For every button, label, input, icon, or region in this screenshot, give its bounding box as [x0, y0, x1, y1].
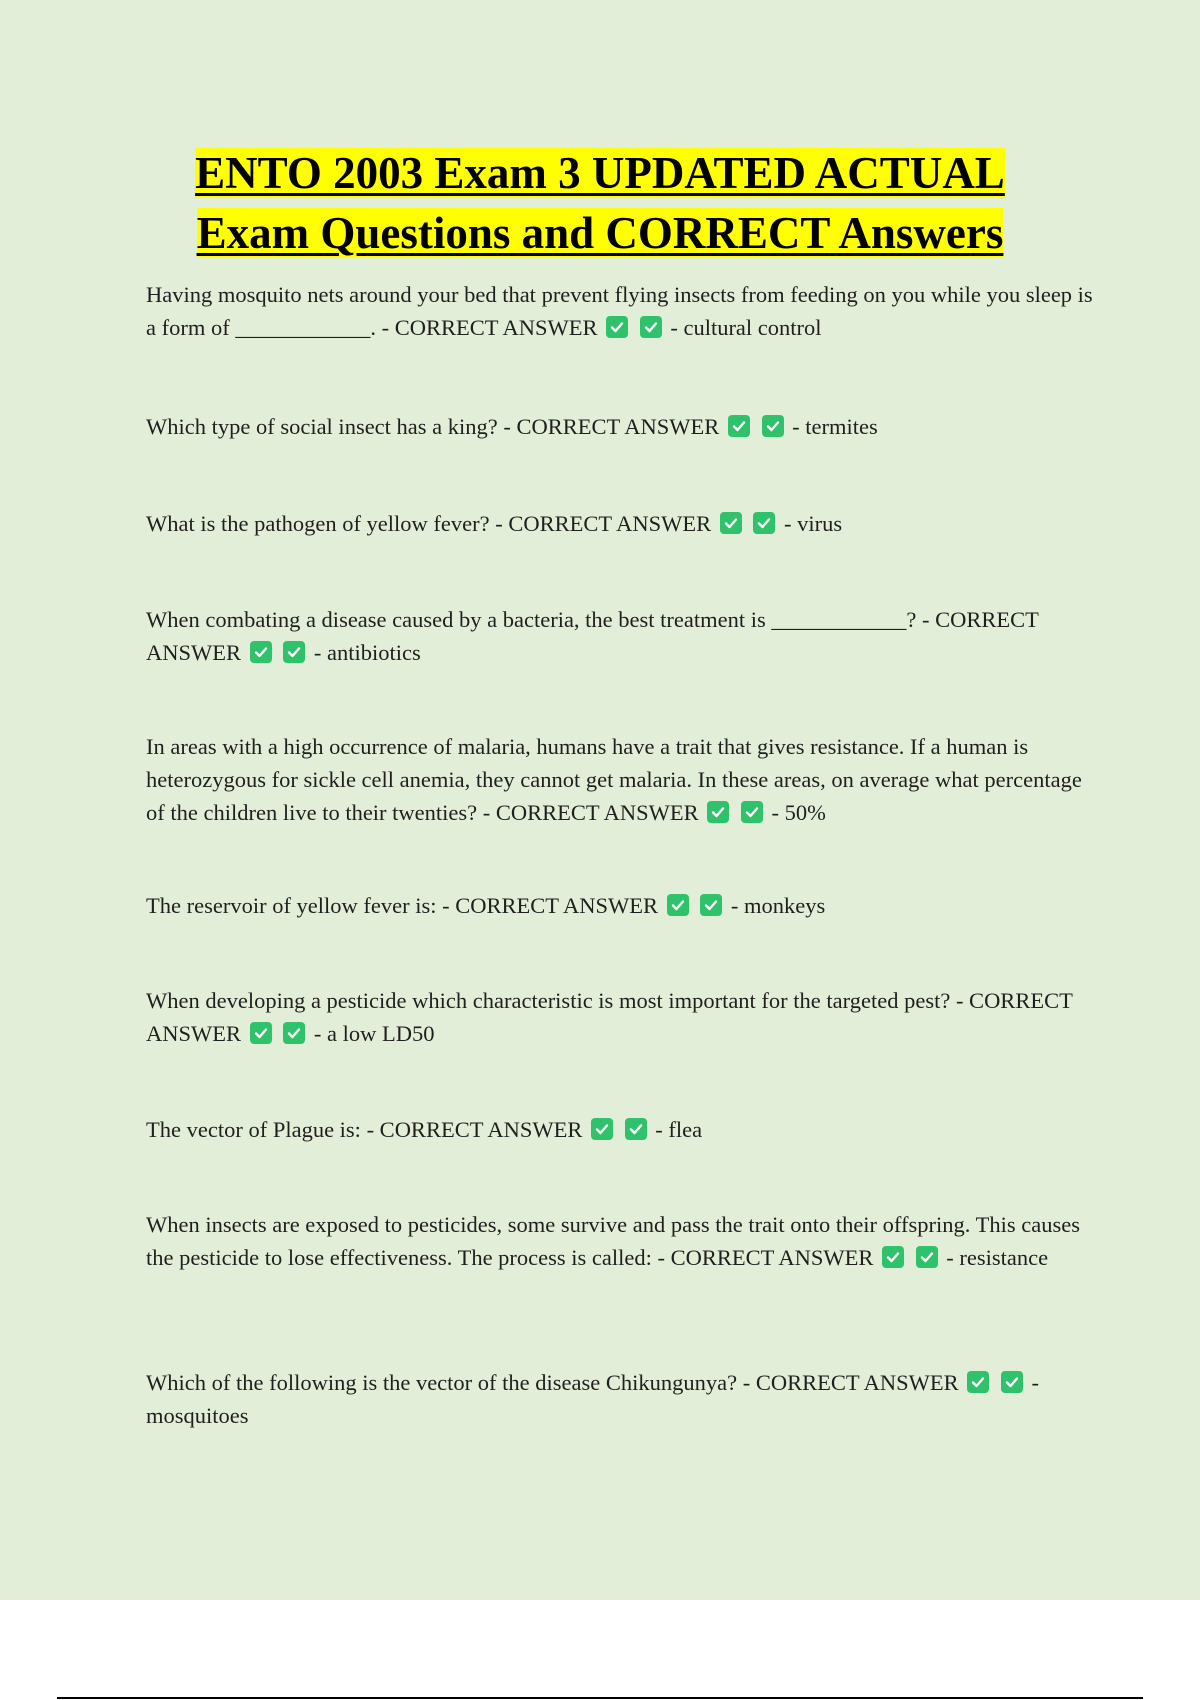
check-icon: [1001, 1371, 1023, 1393]
answer-text: antibiotics: [327, 640, 421, 665]
answer-text: termites: [805, 414, 878, 439]
footer-divider: [57, 1697, 1143, 1699]
qa-item: What is the pathogen of yellow fever? - CORRECT ANSWER - virus: [146, 511, 843, 536]
check-icon: [667, 894, 689, 916]
check-icon: [625, 1118, 647, 1140]
question-text: The reservoir of yellow fever is:: [146, 893, 437, 918]
qa-item: When combating a disease caused by a bacteria, the best treatment is ____________? - CORRECT ANSWER - antibiotics: [146, 607, 1039, 665]
check-icon: [728, 415, 750, 437]
question-text: The vector of Plague is:: [146, 1117, 361, 1142]
check-icon: [916, 1246, 938, 1268]
answer-marker: - CORRECT ANSWER: [442, 893, 658, 918]
check-icon: [283, 1022, 305, 1044]
answer-text: cultural control: [683, 315, 822, 340]
question-text: When insects are exposed to pesticides, some survive and pass the trait onto their offspring. This causes the pesticide to lose effectiveness. The process is called:: [146, 1212, 1080, 1270]
qa-item: The reservoir of yellow fever is: - CORRECT ANSWER - monkeys: [146, 893, 826, 918]
answer-text: mosquitoes: [146, 1403, 249, 1428]
question-text: When combating a disease caused by a bacteria, the best treatment is ____________?: [146, 607, 917, 632]
answer-marker: - CORRECT ANSWER: [381, 315, 598, 340]
qa-item: The vector of Plague is: - CORRECT ANSWER - flea: [146, 1117, 703, 1142]
answer-text: monkeys: [744, 893, 826, 918]
check-icon: [283, 641, 305, 663]
answer-text: flea: [668, 1117, 703, 1142]
qa-item: Which of the following is the vector of the disease Chikungunya? - CORRECT ANSWER - mosquitoes: [146, 1370, 1039, 1428]
check-icon: [753, 512, 775, 534]
question-text: Having mosquito nets around your bed that prevent flying insects from feeding on you while you sleep is a form of ____________.: [146, 282, 1093, 340]
qa-item: When insects are exposed to pesticides, some survive and pass the trait onto their offspring. This causes the pesticide to lose effectiveness. The process is called: - CORRECT ANSWER - resistance: [146, 1212, 1080, 1270]
question-text: Which type of social insect has a king?: [146, 414, 498, 439]
answer-text: resistance: [959, 1245, 1049, 1270]
answer-text: a low LD50: [327, 1021, 435, 1046]
check-icon: [591, 1118, 613, 1140]
answer-marker: - CORRECT ANSWER: [503, 414, 720, 439]
qa-item: Which type of social insect has a king? - CORRECT ANSWER - termites: [146, 414, 878, 439]
answer-marker: - CORRECT ANSWER: [366, 1117, 583, 1142]
document-title: [145, 143, 1055, 263]
question-text: When developing a pesticide which characteristic is most important for the targeted pest?: [146, 988, 951, 1013]
check-icon: [250, 641, 272, 663]
question-text: What is the pathogen of yellow fever?: [146, 511, 490, 536]
question-text: In areas with a high occurrence of malaria, humans have a trait that gives resistance. If a human is heterozygous for sickle cell anemia, they cannot get malaria. In these areas, on average what percentage of the children live to their twenties?: [146, 734, 1082, 825]
answer-text: 50%: [784, 800, 826, 825]
check-icon: [967, 1371, 989, 1393]
check-icon: [250, 1022, 272, 1044]
check-icon: [640, 316, 662, 338]
title-line-1: ENTO 2003 Exam 3 UPDATED ACTUAL: [195, 148, 1005, 198]
qa-item: In areas with a high occurrence of malaria, humans have a trait that gives resistance. If a human is heterozygous for sickle cell anemia, they cannot get malaria. In these areas, on average what percentage of the children live to their twenties? - CORRECT ANSWER - 50%: [146, 734, 1082, 825]
check-icon: [700, 894, 722, 916]
answer-marker: - CORRECT ANSWER: [146, 607, 1039, 665]
check-icon: [762, 415, 784, 437]
check-icon: [882, 1246, 904, 1268]
question-text: Which of the following is the vector of the disease Chikungunya?: [146, 1370, 738, 1395]
qa-item: When developing a pesticide which characteristic is most important for the targeted pest? - CORRECT ANSWER - a low LD50: [146, 988, 1073, 1046]
title-line-2: Exam Questions and CORRECT Answers: [196, 208, 1004, 258]
check-icon: [720, 512, 742, 534]
qa-item: Having mosquito nets around your bed that prevent flying insects from feeding on you while you sleep is a form of ____________. - CORRECT ANSWER - cultural control: [146, 282, 1093, 340]
answer-text: virus: [797, 511, 843, 536]
answer-marker: - CORRECT ANSWER: [742, 1370, 959, 1395]
check-icon: [707, 801, 729, 823]
check-icon: [606, 316, 628, 338]
answer-marker: - CORRECT ANSWER: [482, 800, 699, 825]
answer-marker: - CORRECT ANSWER: [657, 1245, 874, 1270]
check-icon: [741, 801, 763, 823]
answer-marker: - CORRECT ANSWER: [146, 988, 1073, 1046]
answer-marker: - CORRECT ANSWER: [495, 511, 712, 536]
